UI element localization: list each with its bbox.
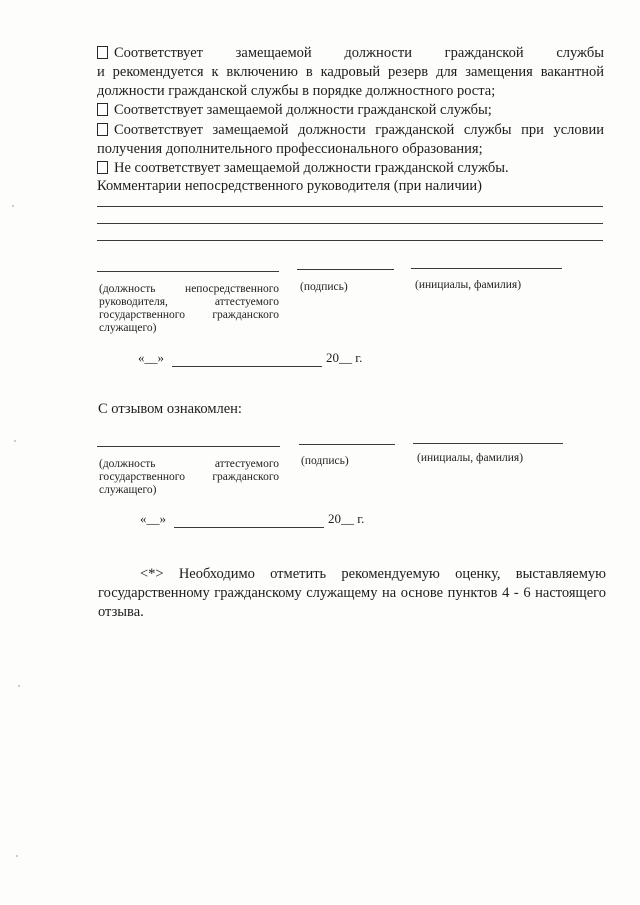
acknowledged-label: С отзывом ознакомлен: [98, 401, 242, 417]
option-3 [97, 121, 604, 159]
date-day: «__» [140, 511, 166, 526]
date-month-line[interactable] [174, 527, 324, 528]
scan-speck [18, 685, 20, 687]
position-line[interactable] [97, 446, 280, 447]
option-2 [97, 101, 604, 120]
option-1-checkbox[interactable] [97, 46, 108, 59]
option-4 [97, 159, 604, 178]
scan-speck [12, 205, 14, 207]
option-4-text: Не соответствует замещаемой должности гражданской службы. [114, 160, 509, 176]
date-year: 20__ г. [326, 350, 363, 365]
name-line[interactable] [411, 268, 562, 269]
comment-line[interactable] [97, 240, 603, 241]
option-1-rest: и рекомендуется к включению в кадровый резерв для замещения вакантной должности гражданской службы в порядке должностного роста; [97, 64, 604, 99]
option-2-checkbox[interactable] [97, 103, 108, 116]
position-caption: (должность аттестуемого государственного гражданского служащего) [99, 458, 279, 496]
comment-line[interactable] [97, 206, 603, 207]
signature-caption: (подпись) [300, 281, 348, 293]
scan-speck [14, 440, 16, 442]
option-1-first-line: Соответствует замещаемой должности гражданской службы [114, 45, 604, 61]
name-line[interactable] [413, 443, 563, 444]
date-field [140, 511, 166, 527]
position-line[interactable] [97, 271, 279, 272]
option-1 [97, 44, 604, 101]
option-3-checkbox[interactable] [97, 123, 108, 136]
date-year: 20__ г. [328, 511, 365, 526]
comment-line[interactable] [97, 223, 603, 224]
date-field [138, 350, 164, 366]
footnote: <*> Необходимо отметить рекомендуемую оценку, выставляемую государственному гражданскому служащему на основе пунктов 4 - 6 настоящего отзыва. [98, 566, 606, 620]
date-month-line[interactable] [172, 366, 322, 367]
option-3-first-line: Соответствует замещаемой должности гражданской службы при условии [114, 122, 604, 138]
scan-speck [16, 855, 18, 857]
name-caption: (инициалы, фамилия) [415, 279, 522, 291]
option-3-rest: получения дополнительного профессионального образования; [97, 141, 483, 157]
signature-caption: (подпись) [301, 455, 349, 467]
name-caption: (инициалы, фамилия) [417, 452, 524, 464]
signature-line[interactable] [297, 269, 394, 270]
position-caption: (должность непосредственного руководителя, аттестуемого государственного гражданского служащего) [99, 283, 279, 334]
option-4-checkbox[interactable] [97, 161, 108, 174]
option-2-text: Соответствует замещаемой должности гражданской службы; [114, 102, 492, 118]
date-day: «__» [138, 350, 164, 365]
comments-label: Комментарии непосредственного руководителя (при наличии) [97, 178, 482, 194]
signature-line[interactable] [299, 444, 395, 445]
